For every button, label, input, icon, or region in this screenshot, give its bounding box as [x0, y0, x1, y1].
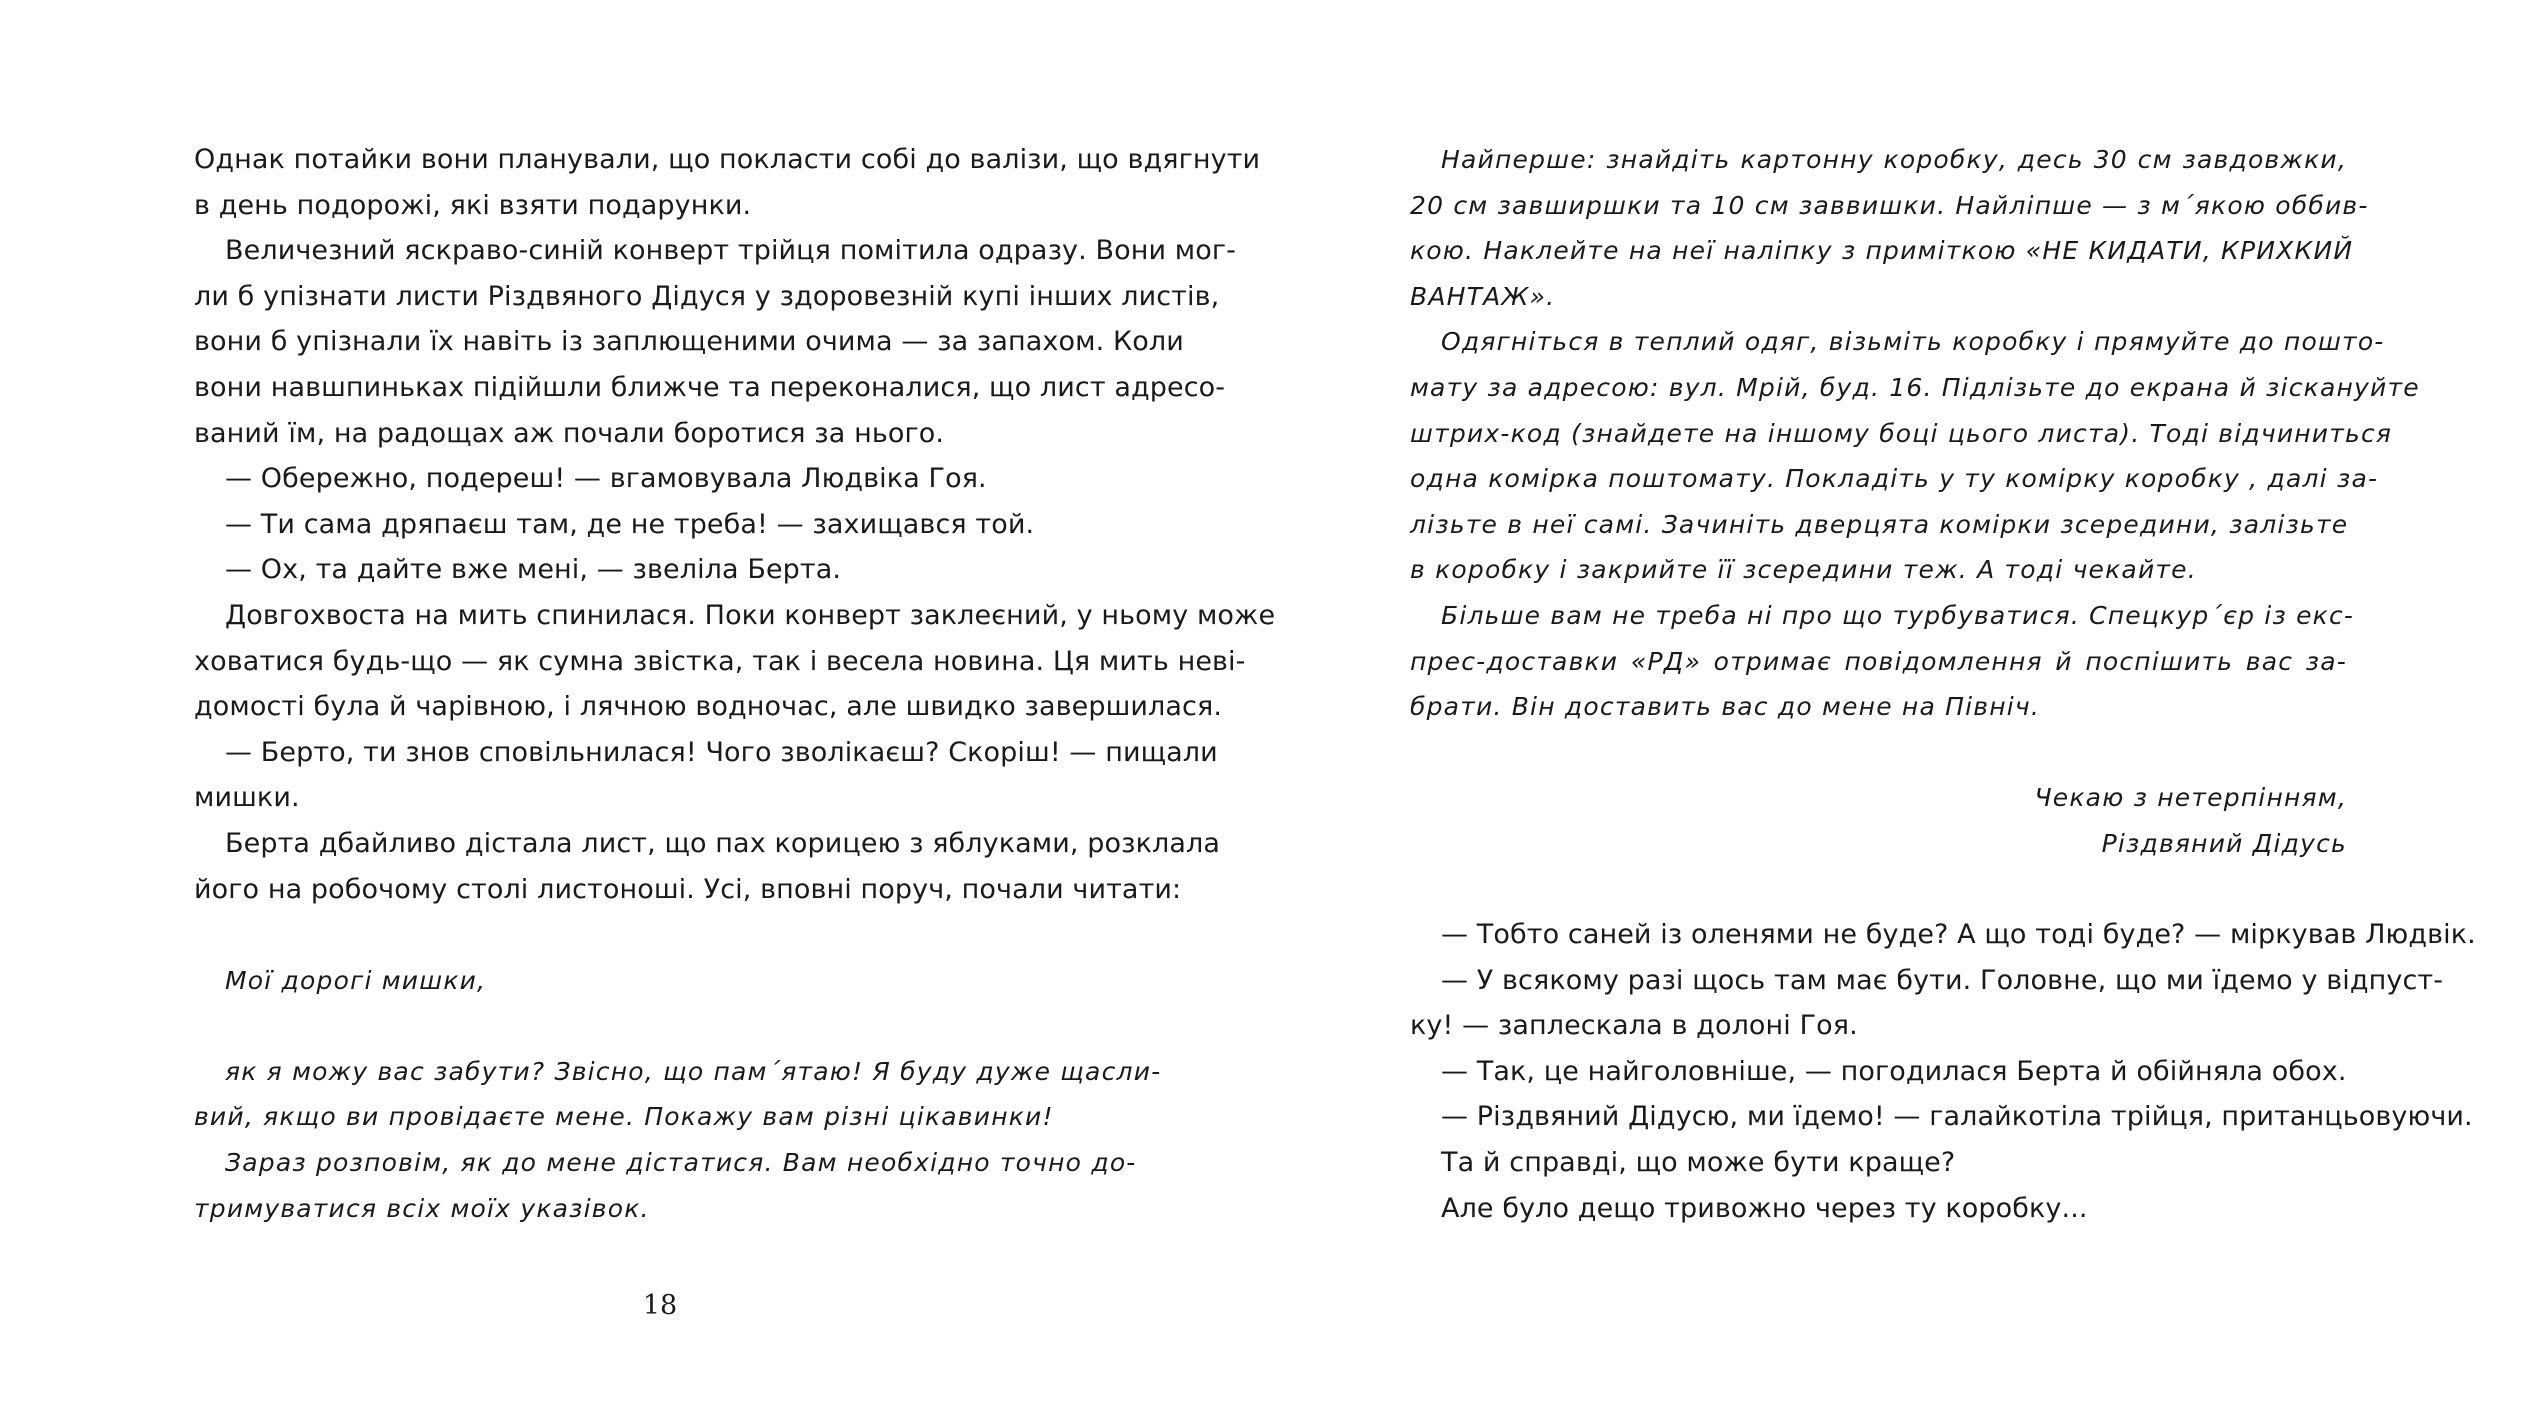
paragraph-line: вони б упізнали їх навіть із заплющеними очима — за запахом. Коли: [194, 326, 1184, 358]
paragraph-line: Берта дбайливо дістала лист, що пах корицею з яблуками, розклала: [225, 827, 1221, 859]
blank-line: [194, 1003, 1131, 1049]
letter-line: Зараз розповім, як до мене дістатися. Вам необхідно точно до-: [225, 1148, 1137, 1178]
letter-line: вий, якщо ви провідаєте мене. Покажу вам різні цікавинки!: [194, 1102, 1054, 1132]
paragraph-line: ли б упізнати листи Різдвяного Дідуся у здоровезній купі інших листів,: [194, 280, 1220, 312]
paragraph-line: мишки.: [194, 782, 300, 814]
paragraph-line: Та й справді, що може бути краще?: [1441, 1147, 1956, 1179]
letter-line: прес-доставки «РД» отримає повідомлення й поспішить вас за-: [1410, 646, 2347, 676]
letter-line: одна комірка поштомату. Покладіть у ту комірку коробку , далі за-: [1410, 464, 2379, 494]
dialogue-line: ку! — заплескала в долоні Гоя.: [1410, 1010, 1858, 1042]
dialogue-line: — Ох, та дайте вже мені, — звеліла Берта.: [225, 554, 842, 586]
letter-line: в коробку і закрийте її зсередини теж. А тоді чекайте.: [1410, 555, 2197, 585]
dialogue-line: — Ти сама дряпаєш там, де не треба! — захищався той.: [225, 508, 1035, 540]
dialogue-line: — Різдвяний Дідусю, ми їдемо! — галайкотіла трійця, пританцьовуючи.: [1441, 1101, 2473, 1133]
paragraph-line: Однак потайки вони планували, що покласти собі до валізи, що вдягнути: [194, 144, 1261, 175]
right-page: [1270, 0, 2540, 1418]
dialogue-line: — Берто, ти знов сповільнилася! Чого зволікаєш? Скоріш! — пищали: [225, 736, 1218, 768]
paragraph-line: ваний їм, на радощах аж почали боротися за нього.: [194, 417, 945, 449]
letter-signature: Різдвяний Дідусь: [2101, 828, 2347, 858]
letter-line: тримуватися всіх моїх указівок.: [194, 1193, 650, 1223]
left-page-text: [194, 137, 1276, 1231]
page-number: 18: [642, 1290, 678, 1321]
letter-line: мату за адресою: вул. Мрій, буд. 16. Підлізьте до екрана й зіскануйте: [1410, 372, 2420, 402]
right-page-text: [1410, 137, 2476, 1231]
letter-line: Одягніться в теплий одяг, візьміть коробку і прямуйте до пошто-: [1441, 327, 2385, 357]
letter-line: 20 см завширшки та 10 см заввишки. Найліпше — з м´якою оббив-: [1410, 190, 2369, 220]
blank-line: [1410, 730, 2347, 776]
letter-greeting: Мої дорогі мишки,: [225, 965, 487, 995]
dialogue-line: — Тобто саней із оленями не буде? А що тоді буде? — міркував Людвік.: [1441, 919, 2476, 951]
dialogue-line: — Так, це найголовніше, — погодилася Берта й обійняла обох.: [1441, 1055, 2347, 1087]
dialogue-line: — У всякому разі щось там має бути. Головне, що ми їдемо у відпуст-: [1441, 964, 2444, 996]
dialogue-line: — Обережно, подереш! — вгамовувала Людвіка Гоя.: [225, 463, 987, 495]
letter-line: як я можу вас забути? Звісно, що пам´ятаю! Я буду дуже щасли-: [225, 1056, 1162, 1086]
letter-line: лізьте в неї самі. Зачиніть дверцята комірки зсередини, залізьте: [1410, 509, 2349, 539]
blank-line: [194, 912, 1131, 958]
letter-line: Більше вам не треба ні про що турбуватися. Спецкур´єр із екс-: [1441, 600, 2355, 630]
paragraph-line: Довгохвоста на мить спинилася. Поки конверт заклеєний, у ньому може: [225, 599, 1276, 631]
letter-line: кою. Наклейте на неї наліпку з приміткою «НЕ КИДАТИ, КРИХКИЙ: [1410, 236, 2354, 266]
paragraph-line: в день подорожі, які взяти подарунки.: [194, 189, 752, 221]
paragraph-line: його на робочому столі листоноші. Усі, вповні поруч, почали читати:: [194, 873, 1182, 905]
letter-line: штрих-код (знайдете на іншому боці цього листа). Тоді відчиниться: [1410, 418, 2393, 448]
blank-line: [1410, 867, 2347, 913]
paragraph-line: Але було дещо тривожно через ту коробку...: [1441, 1192, 2088, 1224]
letter-line: брати. Він доставить вас до мене на Північ.: [1410, 692, 2041, 722]
paragraph-line: вони навшпиньках підійшли ближче та переконалися, що лист адресо-: [194, 371, 1226, 403]
letter-sign-off: Чекаю з нетерпінням,: [2034, 783, 2347, 813]
letter-line: Найперше: знайдіть картонну коробку, десь 30 см завдовжки,: [1441, 145, 2347, 174]
letter-line: ВАНТАЖ».: [1410, 281, 1556, 311]
paragraph-line: ховатися будь-що — як сумна звістка, так і весела новина. Ця мить неві-: [194, 645, 1246, 677]
paragraph-line: домості була й чарівною, і лячною водночас, але швидко завершилася.: [194, 691, 1223, 723]
paragraph-line: Величезний яскраво-синій конверт трійця помітила одразу. Вони мог-: [225, 235, 1237, 267]
